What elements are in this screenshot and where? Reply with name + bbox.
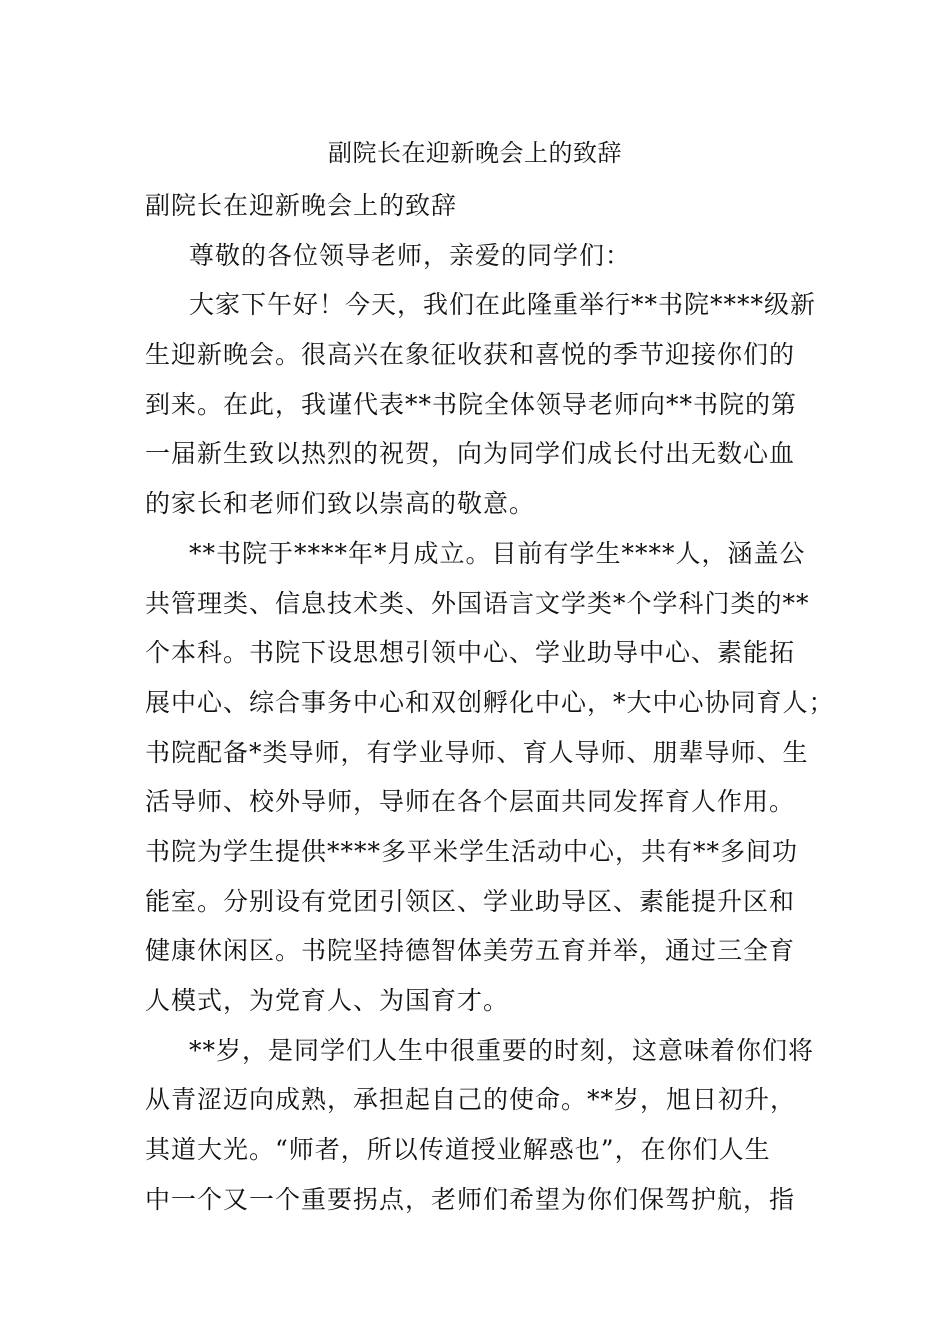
paragraph-line: 从青涩迈向成熟，承担起自己的使命。**岁，旭日初升， bbox=[145, 1085, 797, 1115]
document-title: 副院长在迎新晚会上的致辞 bbox=[328, 139, 622, 167]
paragraph-line: 人模式，为党育人、为国育才。 bbox=[145, 986, 510, 1015]
paragraph-line: 的家长和老师们致以崇高的敬意。 bbox=[145, 489, 536, 519]
paragraph-line: 活导师、校外导师，导师在各个层面共同发挥育人作用。 bbox=[145, 787, 796, 817]
paragraph-line: 生迎新晚会。很高兴在象征收获和喜悦的季节迎接你们的 bbox=[145, 340, 796, 370]
paragraph-line: 一届新生致以热烈的祝贺，向为同学们成长付出无数心血 bbox=[145, 439, 796, 469]
paragraph-line: 到来。在此，我谨代表**书院全体领导老师向**书院的第 bbox=[145, 389, 798, 419]
paragraph-line: 共管理类、信息技术类、外国语言文学类*个学科门类的** bbox=[145, 588, 810, 618]
paragraph-line: **书院于****年*月成立。目前有学生****人，涵盖公 bbox=[189, 538, 806, 568]
paragraph-line: **岁，是同学们人生中很重要的时刻，这意味着你们将 bbox=[189, 1035, 815, 1065]
paragraph-line: 其道大光。“师者，所以传道授业解惑也”，在你们人生 bbox=[145, 1135, 771, 1165]
paragraph-line: 书院为学生提供****多平米学生活动中心，共有**多间功 bbox=[145, 836, 799, 866]
document-body bbox=[145, 181, 835, 1224]
subtitle-line: 副院长在迎新晚会上的致辞 bbox=[145, 191, 458, 220]
paragraph-line: 展中心、综合事务中心和双创孵化中心，*大中心协同育人； bbox=[145, 687, 835, 717]
paragraph-line: 中一个又一个重要拐点，老师们希望为你们保驾护航，指 bbox=[145, 1184, 796, 1214]
paragraph-line: 大家下午好！今天，我们在此隆重举行**书院****级新 bbox=[189, 290, 817, 320]
paragraph-line: 个本科。书院下设思想引领中心、学业助导中心、素能拓 bbox=[145, 638, 796, 668]
paragraph-line: 健康休闲区。书院坚持德智体美劳五育并举，通过三全育 bbox=[145, 936, 796, 966]
salutation-line: 尊敬的各位领导老师，亲爱的同学们： bbox=[189, 240, 632, 270]
paragraph-line: 能室。分别设有党团引领区、学业助导区、素能提升区和 bbox=[145, 886, 796, 916]
paragraph-line: 书院配备*类导师，有学业导师、育人导师、朋辈导师、生 bbox=[145, 737, 809, 767]
